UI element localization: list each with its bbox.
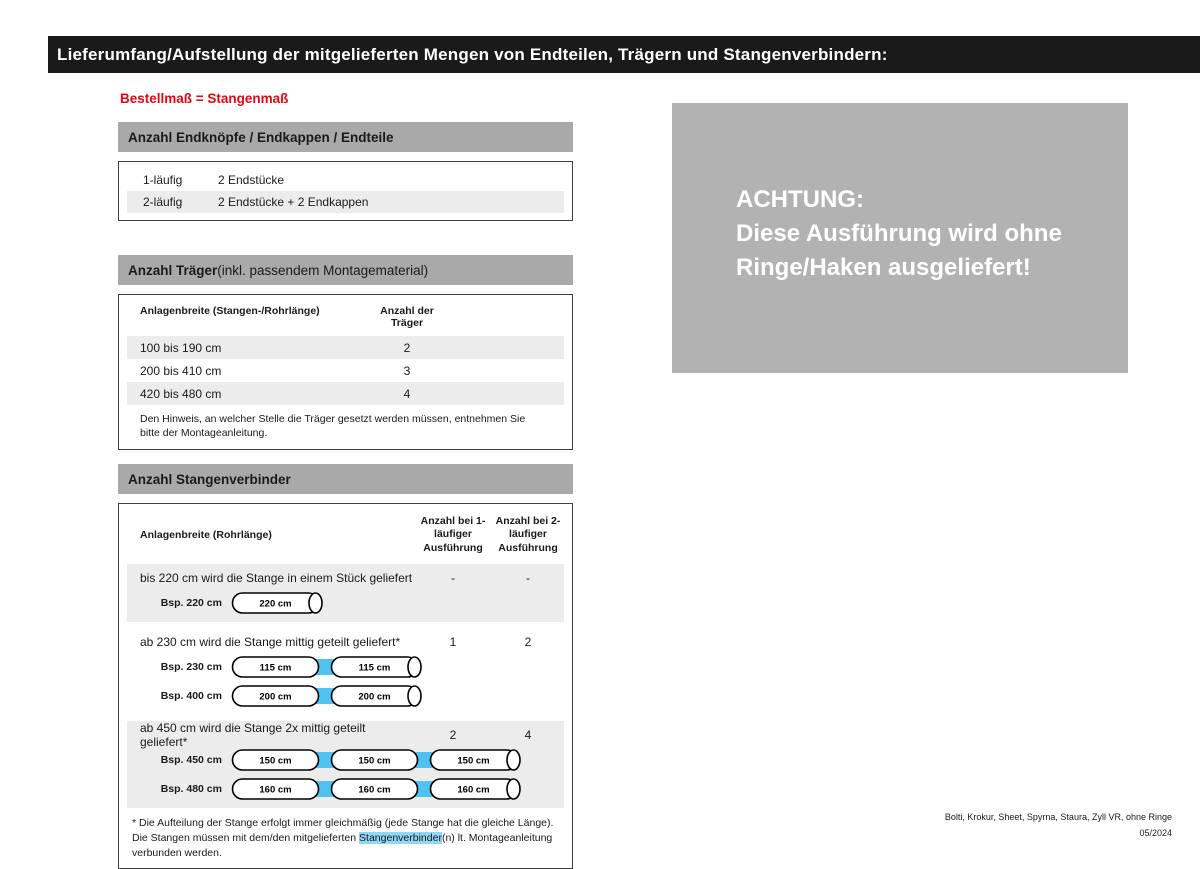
svg-text:115 cm: 115 cm — [358, 662, 391, 674]
brackets-table — [118, 294, 573, 450]
rod-graphic-holder — [231, 747, 526, 773]
attention-box — [672, 103, 1128, 373]
rod-graphic — [231, 590, 328, 616]
page-title: Lieferumfang/Aufstellung der mitgelieferten Mengen von Endteilen, Trägern und Stangenverbindern: — [57, 44, 888, 64]
group-description: bis 220 cm wird die Stange in einem Stück geliefert — [140, 570, 413, 585]
section3-title: Anzahl Stangenverbinder — [128, 471, 291, 487]
group-description-row — [127, 720, 564, 749]
rod-graphic — [231, 654, 427, 680]
section2-title-suffix: (inkl. passendem Montagematerial) — [217, 262, 429, 278]
count-2-laeufig: - — [526, 570, 530, 585]
page-header-bar — [48, 36, 1200, 73]
example-row — [127, 775, 564, 804]
count-2-laeufig: 4 — [524, 727, 532, 742]
range-value: 420 bis 480 cm — [140, 386, 222, 401]
range-value: 200 bis 410 cm — [140, 363, 222, 378]
connectors-table-header — [127, 511, 564, 563]
brackets-row — [127, 359, 564, 382]
brackets-note: Den Hinweis, an welcher Stelle die Träger gesetzt werden müssen, entnehmen Sie bitte der Montageanleitung. — [140, 413, 526, 440]
brackets-row — [127, 382, 564, 405]
section1-title: Anzahl Endknöpfe / Endkappen / Endteile — [128, 129, 394, 145]
content-column — [118, 122, 573, 869]
row-label: 2-läufig — [143, 195, 183, 209]
svg-text:150 cm: 150 cm — [457, 755, 490, 767]
brackets-table-header — [127, 302, 564, 336]
connectors-groups — [127, 564, 564, 808]
svg-text:200 cm: 200 cm — [358, 691, 391, 703]
count-1-laeufig: - — [451, 570, 455, 585]
footer — [945, 810, 1172, 841]
row-value: 2 Endstücke — [218, 173, 285, 187]
section3-header-bar — [118, 464, 573, 494]
group-description: ab 230 cm wird die Stange mittig geteilt geliefert* — [140, 634, 401, 649]
col-header-1-laeufig: Anzahl bei 1-läufiger Ausführung — [420, 515, 486, 554]
count-1-laeufig: 2 — [449, 727, 457, 742]
footer-products: Bolti, Krokur, Sheet, Spyrna, Staura, Zyll VR, ohne Ringe — [944, 812, 1172, 823]
example-row — [127, 589, 564, 618]
svg-text:150 cm: 150 cm — [259, 755, 292, 767]
section2-header-bar — [118, 255, 573, 285]
rod-graphic — [231, 747, 526, 773]
connectors-table — [118, 503, 573, 869]
footnote-text-post: (n) lt. Montageanleitung verbunden werden. — [132, 831, 553, 860]
svg-text:160 cm: 160 cm — [457, 784, 490, 796]
example-label: Bsp. 480 cm — [160, 783, 222, 796]
range-value: 100 bis 190 cm — [140, 340, 222, 355]
group-description: ab 450 cm wird die Stange 2x mittig geteilt geliefert* — [140, 720, 366, 749]
end-pieces-table — [118, 161, 573, 221]
count-value: 2 — [403, 340, 411, 355]
svg-text:150 cm: 150 cm — [358, 755, 391, 767]
svg-text:200 cm: 200 cm — [259, 691, 292, 703]
rod-graphic-holder — [231, 683, 427, 709]
rod-graphic — [231, 776, 526, 802]
row-value: 2 Endstücke + 2 Endkappen — [218, 195, 369, 209]
footnote-highlight: Stangenverbinder — [359, 831, 442, 844]
end-pieces-row — [127, 191, 564, 213]
connector-group — [127, 721, 564, 808]
end-pieces-rows — [127, 169, 564, 213]
attention-line-3: Ringe/Haken ausgeliefert! — [736, 254, 1031, 282]
end-pieces-row — [127, 169, 564, 191]
footnote-text-pre: * Die Aufteilung der Stange erfolgt immer gleichmäßig (jede Stange hat die gleiche Länge). Die Stangen müssen mit dem/den mitgelieferten — [132, 816, 554, 844]
attention-line-1: ACHTUNG: — [736, 186, 864, 213]
rod-graphic-holder — [231, 776, 526, 802]
rod-graphic — [231, 683, 427, 709]
example-row — [127, 682, 564, 711]
rod-graphic-holder — [231, 654, 427, 680]
example-row — [127, 746, 564, 775]
example-label: Bsp. 220 cm — [160, 597, 222, 610]
col-header-anlagenbreite: Anlagenbreite (Stangen-/Rohrlänge) — [140, 305, 320, 317]
rod-graphic-holder — [231, 590, 328, 616]
connector-group — [127, 564, 564, 622]
example-row — [127, 653, 564, 682]
count-value: 3 — [403, 363, 411, 378]
connector-group — [127, 628, 564, 715]
connectors-footnote — [127, 816, 564, 862]
col-header-anzahl-traeger: Anzahl der Träger — [380, 305, 434, 329]
svg-text:220 cm: 220 cm — [259, 598, 292, 610]
brackets-row — [127, 336, 564, 359]
col-header-2-laeufig: Anzahl bei 2-läufiger Ausführung — [495, 515, 561, 554]
row-label: 1-läufig — [143, 173, 183, 187]
svg-text:115 cm: 115 cm — [259, 662, 292, 674]
count-2-laeufig: 2 — [524, 634, 532, 649]
attention-line-2: Diese Ausführung wird ohne — [736, 220, 1062, 248]
order-size-note: Bestellmaß = Stangenmaß — [120, 91, 289, 106]
example-label: Bsp. 400 cm — [160, 690, 222, 703]
col-header-rohrlaenge: Anlagenbreite (Rohrlänge) — [140, 529, 272, 542]
section2-title: Anzahl Träger — [128, 262, 218, 278]
svg-text:160 cm: 160 cm — [259, 784, 292, 796]
group-description-row — [127, 631, 564, 653]
count-value: 4 — [403, 386, 411, 401]
example-label: Bsp. 230 cm — [160, 661, 222, 674]
example-label: Bsp. 450 cm — [160, 754, 222, 767]
brackets-rows — [127, 336, 564, 405]
group-description-row — [127, 567, 564, 589]
footer-date: 05/2024 — [1139, 827, 1172, 838]
section1-header-bar — [118, 122, 573, 152]
svg-text:160 cm: 160 cm — [358, 784, 391, 796]
count-1-laeufig: 1 — [449, 634, 457, 649]
